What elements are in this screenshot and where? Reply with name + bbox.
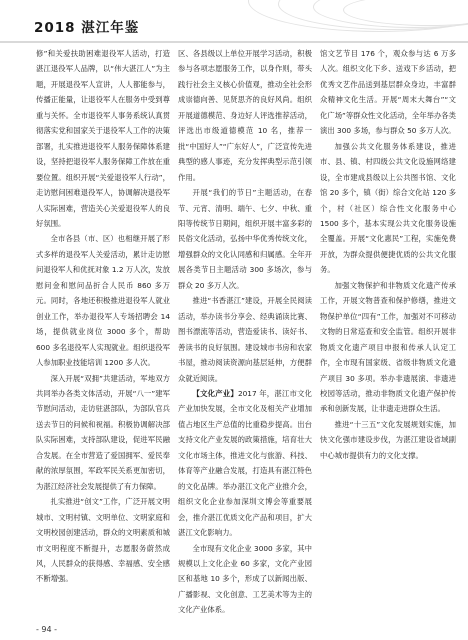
paragraph (320, 278, 456, 417)
paragraph-text: 开展“我们的节日”主题活动，在春节、元宵、清明、端午、七夕、中秋、重阳等传统节日期间，组织开展丰富多彩的民俗文化活动，弘扬中华优秀传统文化，增强群众的文化认同感和归属感。全年开展各类节日主题活动 300 多场次，参与群众 20 多万人次。 (178, 188, 312, 290)
yearbook-title: 2018 湛江年鉴 (34, 20, 140, 36)
header-decoration (218, 0, 468, 40)
paragraph-text: 修”和关爱扶助困难退役军人活动，打造湛江退役军人品牌，以“伟大湛江人”为主题，开展退役军人宣讲，人人都能参与，传播正能量，让退役军人在服务中受到尊重与关怀。全市退役军人事务系统认真贯彻落实党和国家关于退役军人工作的决策部署，扎实推进退役军人服务保障体系建设，坚持把退役军人服务保障工作放在重要位置。组织开展“关爱退役军人行动”，走访慰问困难退役军人，协调解决退役军人实际困难，营造关心关爱退役军人的良好氛围。 (36, 49, 170, 228)
header-divider (0, 41, 468, 43)
paragraph-text: 2017 年，湛江市文化产业加快发展，全市文化及相关产业增加值占地区生产总值的比重稳步提高。出台支持文化产业发展的政策措施，培育壮大文化市场主体，推进文化与旅游、科技、体育等产业融合发展，打造具有湛江特色的文化品牌。举办湛江文化产业推介会，组织文化企业参加深圳文博会等重要展会，推介湛江优质文化产品和项目，扩大湛江文化影响力。 (178, 388, 312, 538)
paragraph (178, 386, 312, 541)
paragraph (36, 371, 170, 495)
paragraph (178, 541, 312, 618)
paragraph-text: 区、各县级以上单位开展学习活动，积极参与各项志愿服务工作，以身作则，带头践行社会主义核心价值观，推动全社会形成崇德向善、见贤思齐的良好风尚。组织开展道德模范、身边好人评选推荐活动，评选出市级道德模范 10 名，推荐一批“中国好人”“广东好人”，广泛宣传先进典型的感人事迹，充分发挥典型示范引领作用。 (178, 49, 312, 182)
paragraph-text: 全市现有文化企业 3000 多家，其中规模以上文化企业 60 多家，文化产业园区和基地 10 多个，形成了以新闻出版、广播影视、文化创意、工艺美术等为主的文化产业体系。 (178, 543, 312, 615)
paragraph (178, 293, 312, 386)
text-column-1 (36, 46, 170, 618)
paragraph-text: 加强公共文化服务体系建设，推进市、县、镇、村四级公共文化设施网络建设，全市建成县级以上公共图书馆、文化馆 20 多个，镇（街）综合文化站 120 多个，村（社区）综合性文化服务中心 1500 多个，基本实现公共文化服务设施全覆盖。开展“文化惠民”工程，实施免费开放，为群众提供便捷优质的公共文化服务。 (320, 141, 456, 275)
paragraph (36, 494, 170, 587)
paragraph-text: 全市各县（市、区）也相继开展了形式多样的退役军人关爱活动，累计走访慰问退役军人和优抚对象 1.2 万人次，发放慰问金和慰问品折合人民币 860 多万元。同时，各地还积极推进退役军人就业创业工作，举办退役军人专场招聘会 14 场，提供就业岗位 3000 多个，帮助 600 多名退役军人实现就业。组织退役军人参加职业技能培训 1200 多人次。 (36, 234, 170, 368)
text-column-3 (320, 46, 456, 618)
paragraph (178, 185, 312, 293)
paragraph (36, 46, 170, 231)
page-number: - 94 - (36, 625, 58, 634)
running-header (0, 0, 468, 44)
paragraph-text: 馆文艺节目 176 个，观众参与达 6 万多人次。组织文化下乡、送戏下乡活动，把优秀文艺作品送到基层群众身边，丰富群众精神文化生活。开展“周末大舞台”“文化广场”等群众性文化活动，全年举办各类演出 300 多场，参与群众 50 多万人次。 (320, 49, 456, 136)
paragraph-text: 深入开展“双拥”共建活动，军地双方共同举办各类文体活动，开展“八一”建军节慰问活动，走访驻湛部队，为部队官兵送去节日的问候和祝福。积极协调解决部队实际困难，支持部队建设，促进军民融合发展。在全市营造了爱国拥军、爱民奉献的浓厚氛围，军政军民关系更加密切，为湛江经济社会发展提供了有力保障。 (36, 373, 170, 491)
text-column-2 (178, 46, 312, 618)
paragraph-text: 扎实推进“创文”工作，广泛开展文明城市、文明村镇、文明单位、文明家庭和文明校园创建活动，群众的文明素质和城市文明程度不断提升，志愿服务蔚然成风，人民群众的获得感、幸福感、安全感不断增强。 (36, 497, 170, 584)
paragraph (320, 46, 456, 139)
paragraph-text: 加强文物保护和非物质文化遗产传承工作，开展文物普查和保护修缮，推进文物保护单位“四有”工作，加强对不可移动文物的日常巡查和安全监管。组织开展非物质文化遗产项目申报和传承人认定工作，全市现有国家级、省级非物质文化遗产项目 30 多项。举办非遗展演、非遗进校园等活动，推动非物质文化遗产保护传承和创新发展，让非遗走进群众生活。 (320, 280, 456, 414)
section-heading: 【文化产业】 (192, 388, 238, 398)
paragraph (178, 46, 312, 185)
paragraph (36, 231, 170, 370)
paragraph-text: 推进“十三五”文化发展规划实施，加快文化强市建设步伐，为湛江建设省域副中心城市提供有力的文化支撑。 (320, 419, 456, 460)
paragraph-text: 推进“书香湛江”建设，开展全民阅读活动，举办读书分享会、经典诵读比赛、图书漂流等活动，营造爱读书、读好书、善读书的良好氛围。建设城市书房和农家书屋，推动阅读资源向基层延伸，方便群众就近阅读。 (178, 296, 312, 383)
paragraph (320, 417, 456, 463)
paragraph (320, 139, 456, 278)
